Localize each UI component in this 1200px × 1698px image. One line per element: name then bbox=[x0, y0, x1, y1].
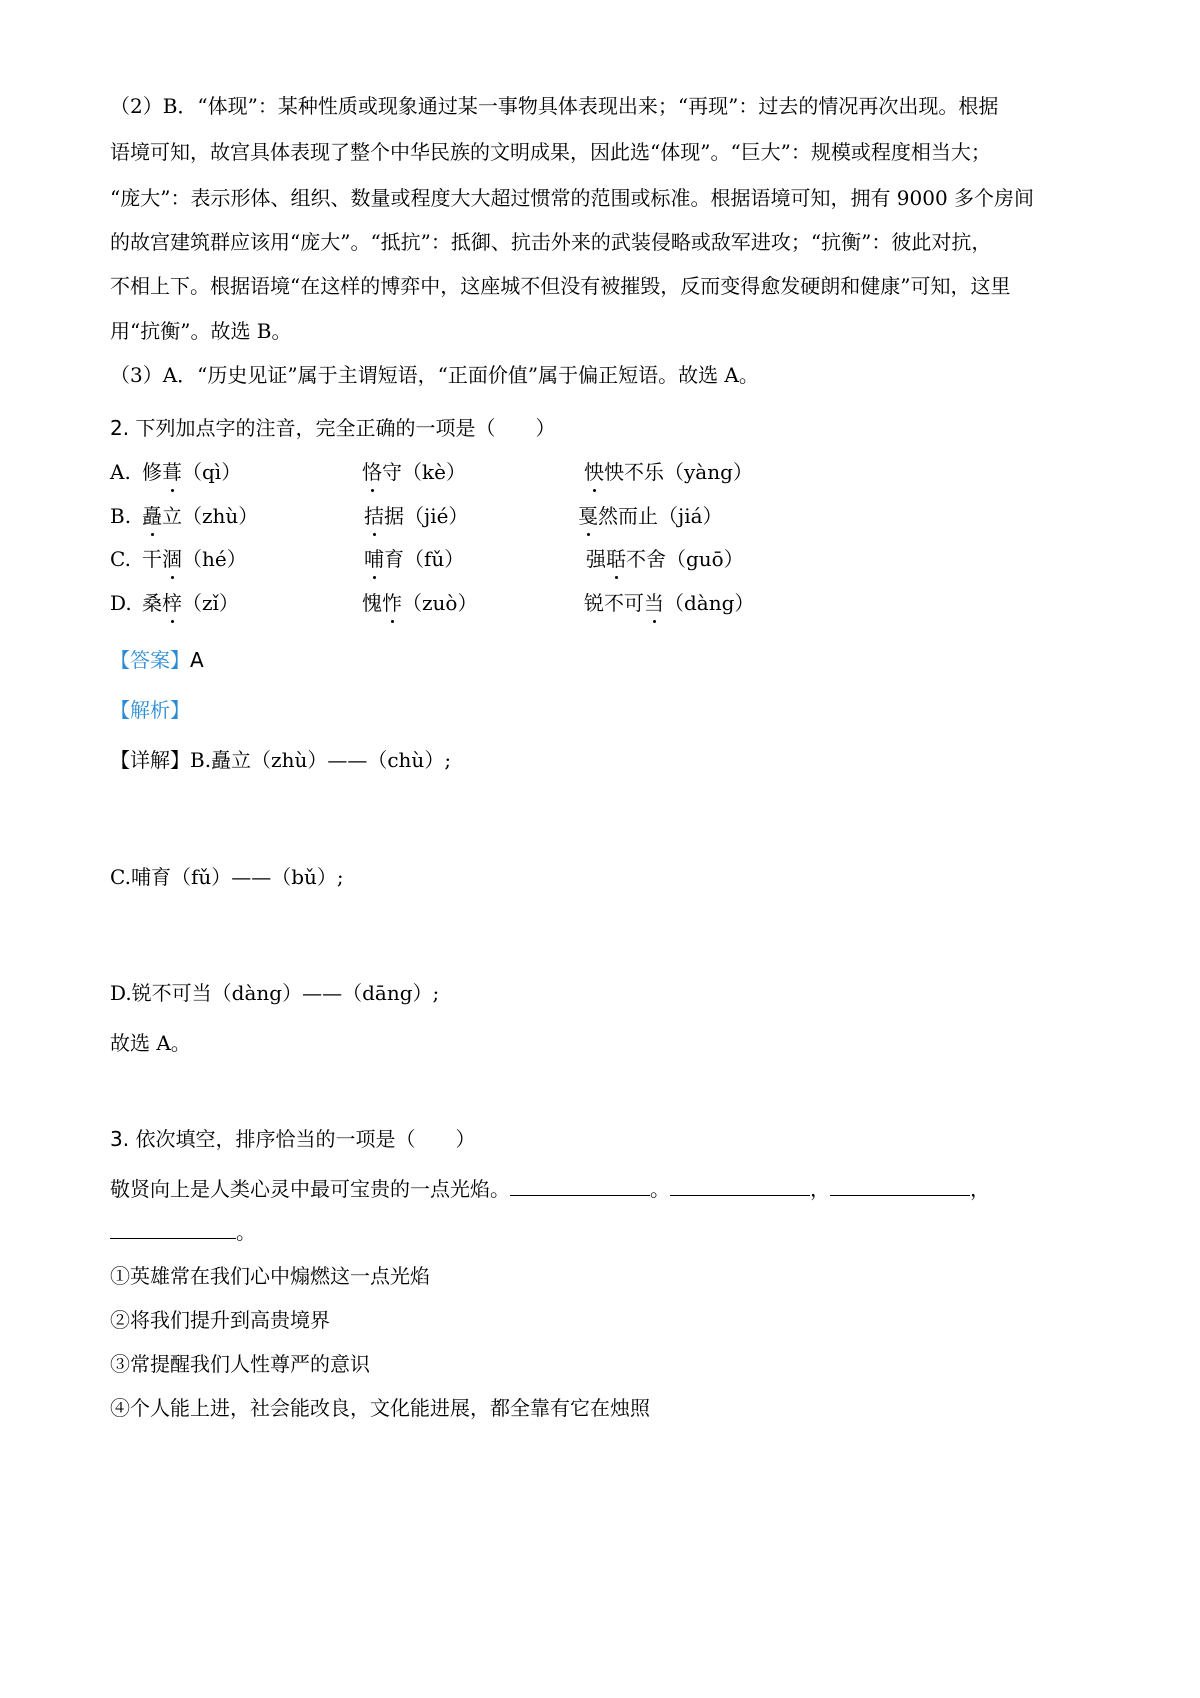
list-item: ④个人能上进，社会能改良，文化能进展，都全靠有它在烛照 bbox=[110, 1396, 650, 1420]
option-word: 恪守（kè） bbox=[362, 460, 466, 484]
explanation-line: （3）A．“历史见证”属于主谓短语，“正面价值”属于偏正短语。故选 A。 bbox=[110, 363, 759, 387]
passage-text: 敬贤向上是人类心灵中最可宝贵的一点光焰。 bbox=[110, 1177, 510, 1201]
explanation-line: 的故宫建筑群应该用“庞大”。“抵抗”：抵御、抗击外来的武装侵略或敌军进攻；“抗衡”：彼此对抗， bbox=[110, 230, 992, 254]
option-letter: B. bbox=[110, 504, 132, 528]
option-word: 桑梓（zǐ） bbox=[142, 591, 239, 615]
explanation-line: （2）B．“体现”：某种性质或现象通过某一事物具体表现出来；“再现”：过去的情况再次出现。根据 bbox=[110, 94, 999, 118]
detail-text: B.矗立（zhù）——（chù）; bbox=[190, 748, 452, 772]
fill-blank[interactable] bbox=[670, 1177, 810, 1196]
passage-line: 。 bbox=[110, 1220, 256, 1244]
detail-line bbox=[110, 748, 451, 772]
question-text: 依次填空，排序恰当的一项是（ ） bbox=[135, 1127, 476, 1151]
fill-blank[interactable] bbox=[110, 1220, 236, 1239]
list-item: ①英雄常在我们心中煽燃这一点光焰 bbox=[110, 1264, 430, 1288]
answer-tag: 【答案】 bbox=[110, 648, 190, 672]
analysis-tag: 【解析】 bbox=[110, 698, 190, 722]
list-item: ③常提醒我们人性尊严的意识 bbox=[110, 1352, 370, 1376]
question-number: 3. bbox=[110, 1127, 130, 1151]
question-text: 下列加点字的注音，完全正确的一项是（ ） bbox=[135, 416, 556, 440]
option-letter: D. bbox=[110, 591, 132, 615]
detail-line: C.哺育（fǔ）——（bǔ）; bbox=[110, 865, 344, 889]
answer-value: A bbox=[190, 648, 204, 672]
answer-line bbox=[110, 648, 204, 672]
conclusion-line: 故选 A。 bbox=[110, 1031, 191, 1055]
detail-line: D.锐不可当（dàng）——（dāng）; bbox=[110, 981, 440, 1005]
option-word: 拮据（jié） bbox=[364, 504, 469, 528]
explanation-line: “庞大”：表示形体、组织、数量或程度大大超过惯常的范围或标准。根据语境可知，拥有 9000 多个房间 bbox=[110, 186, 1035, 210]
option-letter: C. bbox=[110, 547, 131, 571]
detail-tag: 【详解】 bbox=[110, 748, 190, 772]
option-word: 强聒不舍（guō） bbox=[586, 547, 744, 571]
option-word: 怏怏不乐（yàng） bbox=[584, 460, 753, 484]
question-3-stem bbox=[110, 1127, 475, 1151]
option-word: 干涸（hé） bbox=[142, 547, 247, 571]
option-word: 戛然而止（jiá） bbox=[578, 504, 723, 528]
question-2-stem bbox=[110, 416, 555, 440]
option-letter: A. bbox=[110, 460, 131, 484]
explanation-line: 语境可知，故宫具体表现了整个中华民族的文明成果，因此选“体现”。“巨大”：规模或程度相当大； bbox=[110, 140, 991, 164]
list-item: ②将我们提升到高贵境界 bbox=[110, 1308, 330, 1332]
option-word: 修葺（qì） bbox=[142, 460, 242, 484]
question-number: 2. bbox=[110, 416, 130, 440]
fill-blank[interactable] bbox=[510, 1177, 650, 1196]
option-word: 哺育（fǔ） bbox=[364, 547, 465, 571]
passage-line: 敬贤向上是人类心灵中最可宝贵的一点光焰。 。 ， ， bbox=[110, 1177, 990, 1201]
option-word: 愧怍（zuò） bbox=[362, 591, 478, 615]
explanation-line: 用“抗衡”。故选 B。 bbox=[110, 319, 292, 343]
option-word: 矗立（zhù） bbox=[142, 504, 259, 528]
fill-blank[interactable] bbox=[830, 1177, 970, 1196]
explanation-line: 不相上下。根据语境“在这样的博弈中，这座城不但没有被摧毁，反而变得愈发硬朗和健康”可知，这里 bbox=[110, 274, 1011, 298]
option-word: 锐不可当（dàng） bbox=[584, 591, 755, 615]
